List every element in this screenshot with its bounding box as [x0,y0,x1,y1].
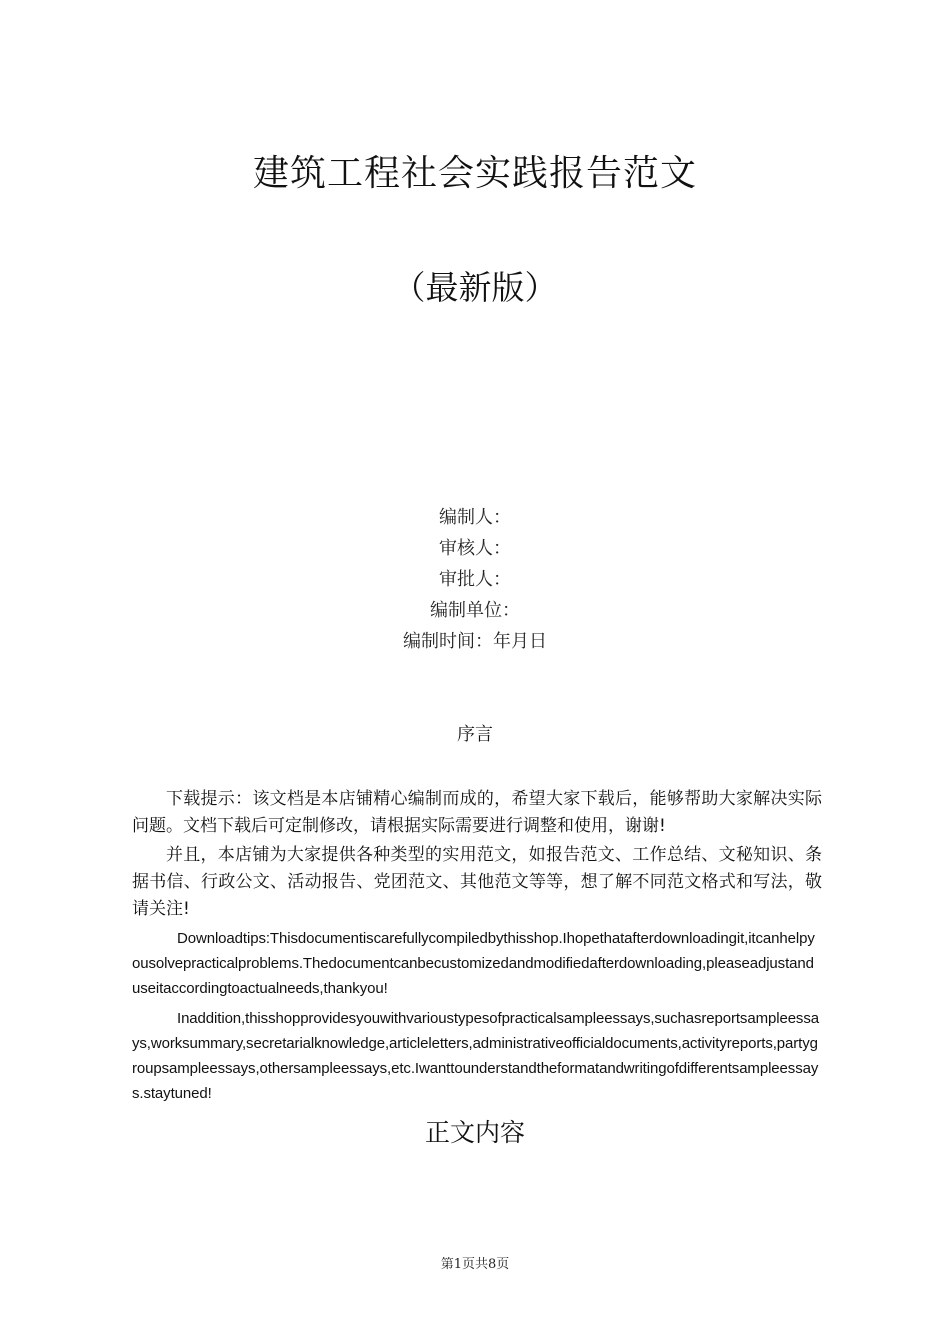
meta-approver: 审批人： [439,569,511,590]
meta-unit: 编制单位： [430,600,520,621]
meta-compiler: 编制人： [439,507,511,528]
paragraph-shop-info-cn: 并且，本店铺为大家提供各种类型的实用范文，如报告范文、工作总结、文秘知识、条据书信、行政公文、活动报告、党团范文、其他范文等等，想了解不同范文格式和写法，敬请关注! [132,845,822,919]
paragraph-download-tip-en: Downloadtips:Thisdocumentiscarefullycompiledbythisshop.Ihopethatafterdownloadingit,itcanhelpyousolvepracticalproblems.Thedocumentcanbecustomizedandmodifiedafterdownloading,pleaseadjustanduseitaccordingtoactualneeds,thankyou! [132,930,815,997]
page-footer: 第1页共8页 [440,1257,510,1272]
main-content-heading: 正文内容 [424,1118,525,1147]
document-subtitle: （最新版） [392,268,558,307]
preface-heading: 序言 [457,724,493,745]
paragraph-shop-info-en: Inaddition,thisshopprovidesyouwithvarioustypesofpracticalsampleessays,suchasreportsampleessays,worksummary,secretarialknowledge,articleletters,administrativeofficialdocuments,activityreports,partygroupsampleessays,othersampleessays,etc.Iwanttounderstandtheformatandwritingofdifferentsampleessays.staytuned! [132,1010,819,1102]
meta-reviewer: 审核人： [439,538,511,559]
document-meta [0,502,950,657]
document-title: 建筑工程社会实践报告范文 [252,153,697,194]
meta-time: 编制时间：年月日 [403,631,547,652]
paragraph-download-tip-cn: 下载提示：该文档是本店铺精心编制而成的，希望大家下载后，能够帮助大家解决实际问题。文档下载后可定制修改，请根据实际需要进行调整和使用，谢谢! [132,789,822,836]
